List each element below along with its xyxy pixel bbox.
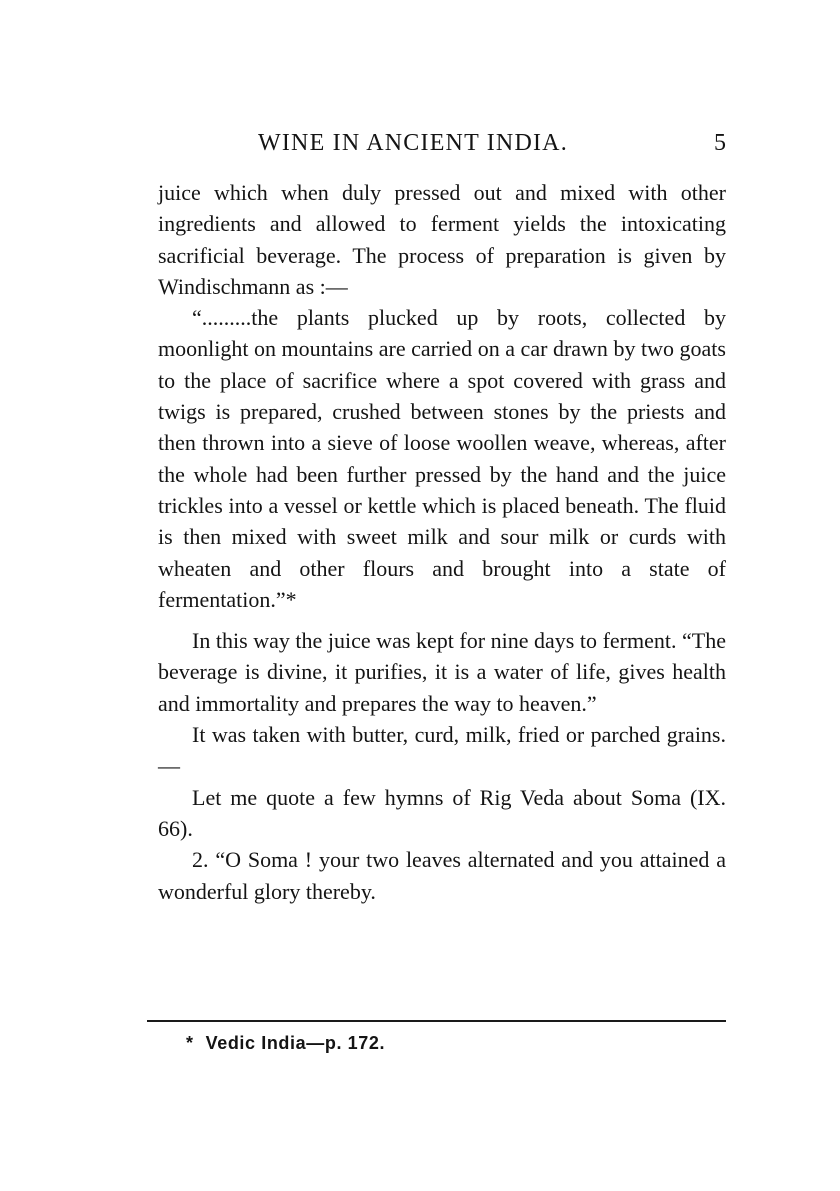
body-text [158, 177, 726, 907]
footnote [186, 1030, 385, 1056]
page-number: 5 [714, 130, 726, 156]
paragraph-quotation: “.........the plants plucked up by roots, collected by moonlight on mountains are carried on a car drawn by two goats to the place of sacrifice where a spot covered with grass and twigs is prepared, crushed between stones by the priests and then thrown into a sieve of loose woollen weave, whereas, after the whole had been further pressed by the hand and the juice trickles into a vessel or kettle which is placed beneath. The fluid is then mixed with sweet milk and sour milk or curds with wheaten and other flours and brought into a state of fermentation.”* [158, 305, 726, 612]
paragraph-taken-with: It was taken with butter, curd, milk, fried or parched grains.— [158, 722, 726, 779]
paragraph-continued: juice which when duly pressed out and mixed with other ingredients and allowed to ferment yields the intoxicating sacrificial beverage. The process of preparation is given by Windischmann as :— [158, 180, 726, 299]
running-head [158, 126, 726, 160]
footnote-mark: * [186, 1033, 194, 1053]
footnote-rule [147, 1020, 726, 1022]
running-title: WINE IN ANCIENT INDIA. [258, 130, 568, 156]
paragraph-fermentation: In this way the juice was kept for nine days to ferment. “The beverage is divine, it purifies, it is a water of life, gives health and immortality and prepares the way to heaven.” [158, 628, 726, 716]
paragraph-hymn-verse-2: 2. “O Soma ! your two leaves alternated and you attained a wonderful glory thereby. [158, 847, 726, 904]
paragraph-hymns-intro: Let me quote a few hymns of Rig Veda about Soma (IX. 66). [158, 784, 726, 841]
footnote-text: Vedic India—p. 172. [205, 1033, 386, 1053]
